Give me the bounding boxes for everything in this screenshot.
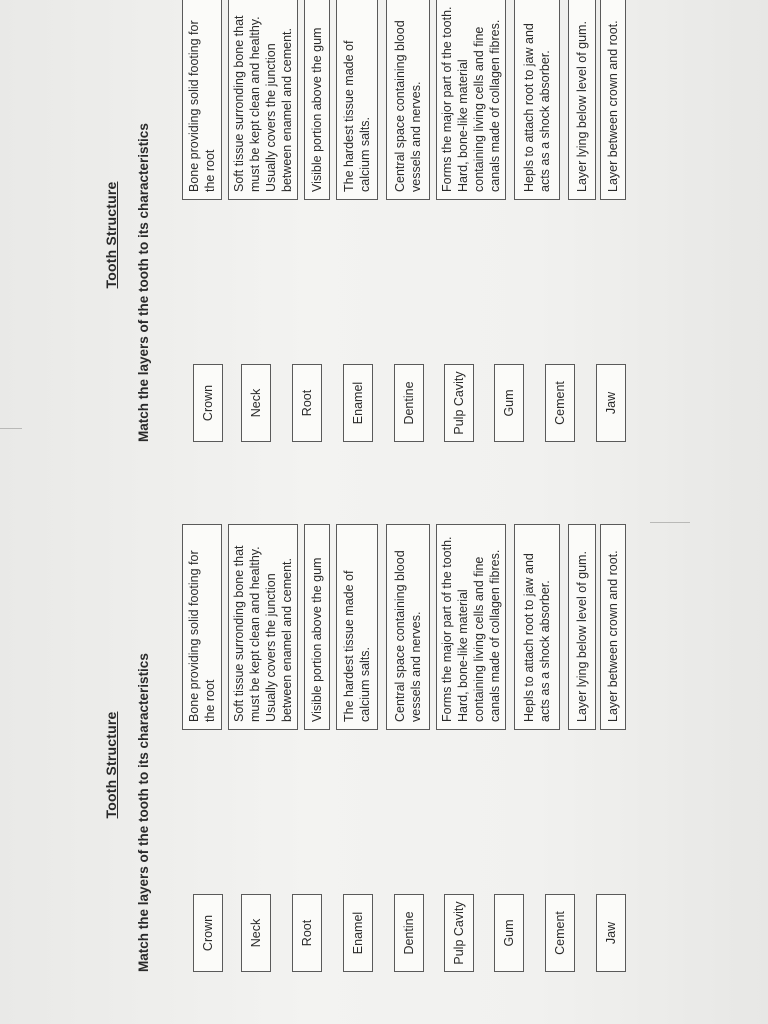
- layer-box-enamel: Enamel: [343, 894, 373, 972]
- layer-box-neck: Neck: [241, 364, 271, 442]
- description-box: Forms the major part of the tooth. Hard, bone-like material containing living cells and fine canals made of collagen fibres.: [436, 524, 506, 730]
- description-box: Layer lying below level of gum.: [568, 524, 596, 730]
- description-box: The hardest tissue made of calcium salts.: [336, 524, 378, 730]
- description-box: The hardest tissue made of calcium salts.: [336, 0, 378, 200]
- layer-box-pulp-cavity: Pulp Cavity: [444, 364, 474, 442]
- layer-box-dentine: Dentine: [394, 364, 424, 442]
- description-box: Layer between crown and root.: [600, 524, 626, 730]
- description-box: Central space containing blood vessels and nerves.: [386, 524, 430, 730]
- worksheet-title: Tooth Structure: [103, 711, 119, 819]
- worksheet-bottom: [100, 520, 620, 980]
- layer-box-gum: Gum: [494, 894, 524, 972]
- layer-box-neck: Neck: [241, 894, 271, 972]
- description-box: Soft tissue surronding bone that must be kept clean and healthy. Usually covers the junction between enamel and cement.: [228, 524, 298, 730]
- worksheet-top: [100, 0, 620, 450]
- description-box: Visible portion above the gum: [304, 0, 330, 200]
- description-box: Layer lying below level of gum.: [568, 0, 596, 200]
- description-box: Bone providing solid footing for the root: [182, 0, 222, 200]
- worksheet-instruction: Match the layers of the tooth to its characteristics: [136, 653, 151, 972]
- layer-box-enamel: Enamel: [343, 364, 373, 442]
- layer-box-root: Root: [292, 364, 322, 442]
- description-box: Central space containing blood vessels and nerves.: [386, 0, 430, 200]
- layer-box-cement: Cement: [545, 364, 575, 442]
- layer-box-crown: Crown: [193, 894, 223, 972]
- fold-mark: [650, 522, 690, 523]
- layer-box-jaw: Jaw: [596, 894, 626, 972]
- layer-box-jaw: Jaw: [596, 364, 626, 442]
- description-box: Hepls to attach root to jaw and acts as a shock absorber.: [514, 0, 560, 200]
- description-box: Soft tissue surronding bone that must be kept clean and healthy. Usually covers the junction between enamel and cement.: [228, 0, 298, 200]
- layer-box-root: Root: [292, 894, 322, 972]
- layer-box-pulp-cavity: Pulp Cavity: [444, 894, 474, 972]
- layer-box-crown: Crown: [193, 364, 223, 442]
- worksheet-instruction: Match the layers of the tooth to its characteristics: [136, 123, 151, 442]
- description-column: [100, 520, 620, 980]
- description-box: Forms the major part of the tooth. Hard, bone-like material containing living cells and fine canals made of collagen fibres.: [436, 0, 506, 200]
- description-box: Bone providing solid footing for the root: [182, 524, 222, 730]
- description-column: [100, 0, 620, 450]
- description-box: Layer between crown and root.: [600, 0, 626, 200]
- layer-box-cement: Cement: [545, 894, 575, 972]
- description-box: Hepls to attach root to jaw and acts as a shock absorber.: [514, 524, 560, 730]
- layer-box-dentine: Dentine: [394, 894, 424, 972]
- description-box: Visible portion above the gum: [304, 524, 330, 730]
- layer-box-gum: Gum: [494, 364, 524, 442]
- worksheet-title: Tooth Structure: [103, 181, 119, 289]
- fold-mark: [0, 428, 22, 429]
